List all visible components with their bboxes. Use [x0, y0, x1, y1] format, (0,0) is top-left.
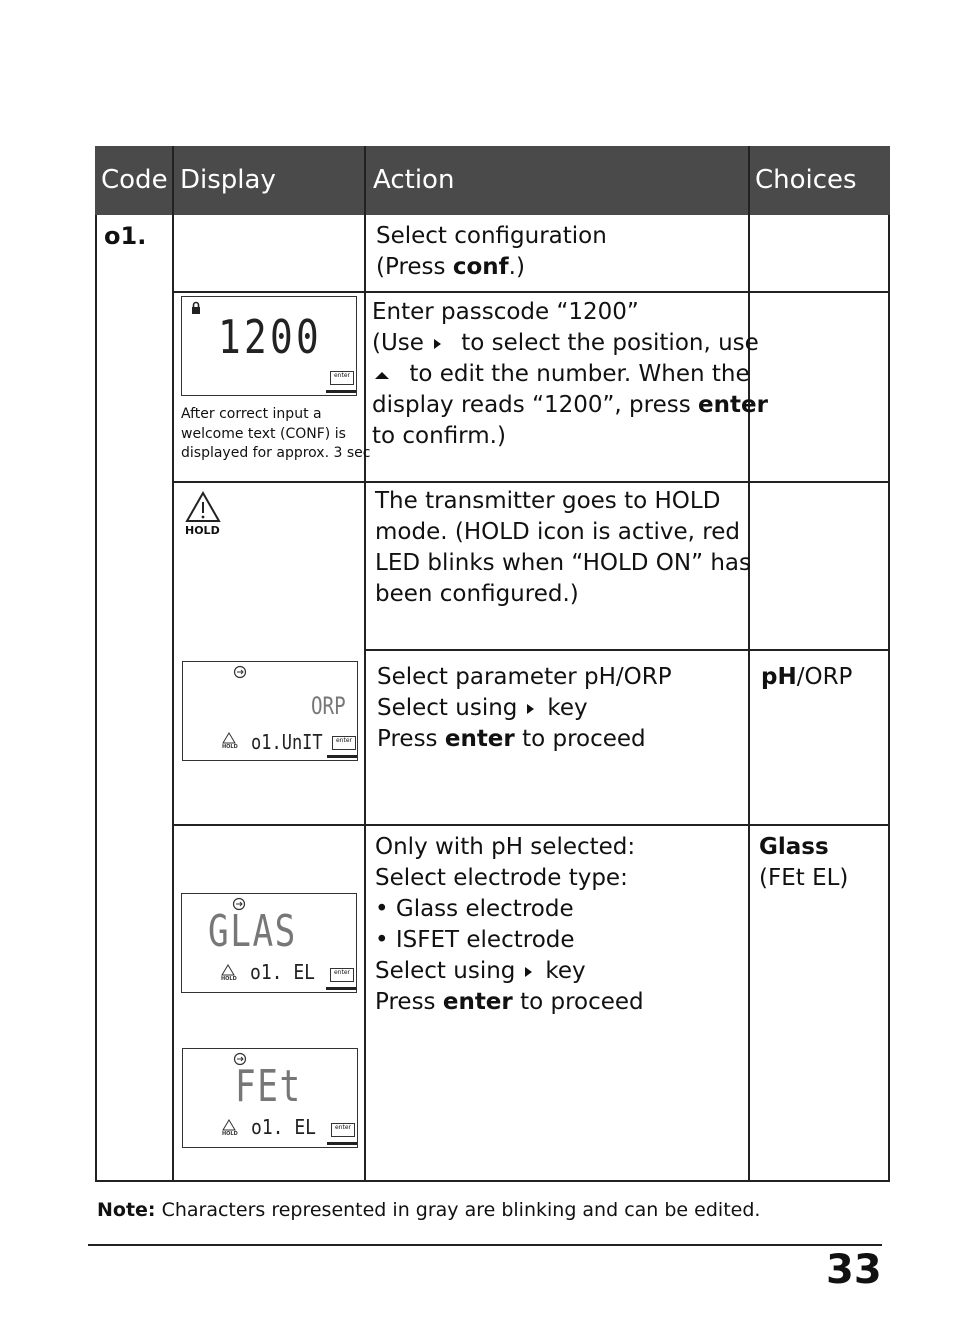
hold-small-icon: [221, 964, 235, 976]
table-col-divider: [364, 215, 366, 1181]
table-border-left: [95, 215, 97, 1181]
up-arrow-icon: [372, 368, 402, 382]
note-line: After correct input a: [181, 406, 322, 422]
row3-action-line: mode. (HOLD icon is active, red: [375, 519, 740, 545]
row-divider: [172, 824, 890, 826]
header-choices: Choices: [755, 165, 857, 195]
hold-small-icon: [222, 1119, 236, 1131]
row4-action: [377, 662, 672, 755]
header-action: Action: [373, 165, 455, 195]
enter-key-icon: enter: [330, 371, 354, 385]
hold-tiny-label: HOLD: [222, 1131, 238, 1137]
row2-action-line: (Use to select the position, use: [372, 330, 759, 356]
row2-action-line: to confirm.): [372, 423, 506, 449]
lcd-sub-text: o1. EL: [250, 960, 316, 984]
row5-action: [375, 832, 644, 1018]
header-code: Code: [101, 165, 168, 195]
row4-choices: pH/ORP: [761, 664, 853, 690]
hold-tiny-label: HOLD: [222, 744, 238, 750]
header-display: Display: [180, 165, 276, 195]
choice-rest: (FEt EL): [759, 865, 849, 891]
table-col-divider: [172, 215, 174, 1181]
row4-action-line: Select parameter pH/ORP: [377, 664, 672, 690]
code-cell: o1.: [104, 222, 147, 250]
row5-action-line: Select electrode type:: [375, 865, 628, 891]
row2-action-line: Enter passcode “1200”: [372, 299, 639, 325]
header-divider: [364, 146, 366, 215]
row-divider: [364, 649, 890, 651]
row5-action-line: Only with pH selected:: [375, 834, 636, 860]
lcd-sub-text: o1. EL: [251, 1115, 317, 1139]
row5-action-line: Select using key: [375, 958, 586, 984]
row5-action-line: • Glass electrode: [375, 896, 574, 922]
row1-action: [376, 221, 607, 283]
note-label: Note:: [97, 1199, 156, 1221]
hold-small-icon: [222, 732, 236, 744]
row1-action-line: (Press conf.): [376, 254, 525, 280]
note-line: displayed for approx. 3 sec: [181, 445, 371, 461]
enter-key-icon: enter: [332, 736, 356, 750]
lcd-main-text: ORP: [311, 692, 346, 720]
page-number: 33: [826, 1247, 882, 1293]
footer-rule: [88, 1244, 882, 1246]
lock-icon: [191, 301, 201, 314]
row4-action-line: Press enter to proceed: [377, 726, 646, 752]
note-text: Characters represented in gray are blinking and can be edited.: [155, 1199, 761, 1221]
enter-bar: [326, 987, 356, 990]
note-line: welcome text (CONF) is: [181, 425, 346, 442]
enter-bar: [327, 755, 357, 758]
passcode-note: [181, 405, 370, 464]
hold-warning-icon: [184, 491, 224, 527]
enter-bar: [327, 1142, 357, 1145]
hold-tiny-label: HOLD: [221, 976, 237, 982]
right-arrow-icon: [517, 702, 547, 716]
lcd-passcode: [181, 296, 357, 396]
right-arrow-icon: [424, 337, 454, 351]
lcd-main-text: FEt: [235, 1061, 302, 1112]
row2-action: [372, 297, 768, 452]
row1-action-line: Select configuration: [376, 223, 607, 249]
lcd-isfet: [182, 1048, 358, 1148]
row3-action-line: The transmitter goes to HOLD: [375, 488, 721, 514]
row-divider: [172, 481, 890, 483]
enter-key-icon: enter: [331, 1123, 355, 1137]
row5-choices: [759, 832, 848, 894]
lcd-main-text: GLAS: [208, 906, 297, 957]
hold-label: HOLD: [185, 524, 220, 537]
right-arrow-icon: [515, 965, 545, 979]
row5-action-line: • ISFET electrode: [375, 927, 575, 953]
row2-action-line: to edit the number. When the: [372, 359, 768, 390]
row3-action: [375, 486, 751, 610]
row3-action-line: been configured.): [375, 581, 579, 607]
table-border-bottom: [95, 1180, 890, 1182]
row3-action-line: LED blinks when “HOLD ON” has: [375, 550, 751, 576]
table-border-right: [888, 215, 890, 1181]
lcd-parameter: [182, 661, 358, 761]
table-header: [95, 146, 890, 215]
lcd-glass: [181, 893, 357, 993]
row2-action-line: display reads “1200”, press enter: [372, 392, 768, 418]
enter-key-icon: enter: [330, 968, 354, 982]
row5-action-line: Press enter to proceed: [375, 989, 644, 1015]
lcd-main-digits: 1200: [218, 310, 322, 364]
lcd-sub-text: o1.UnIT: [251, 730, 323, 754]
choice-bold: Glass: [759, 834, 829, 860]
header-divider: [748, 146, 750, 215]
footnote: [97, 1199, 760, 1221]
row-divider: [172, 291, 890, 293]
enter-bar: [326, 390, 356, 393]
config-icon: [233, 665, 247, 679]
header-divider: [172, 146, 174, 215]
row4-action-line: Select using key: [377, 695, 588, 721]
